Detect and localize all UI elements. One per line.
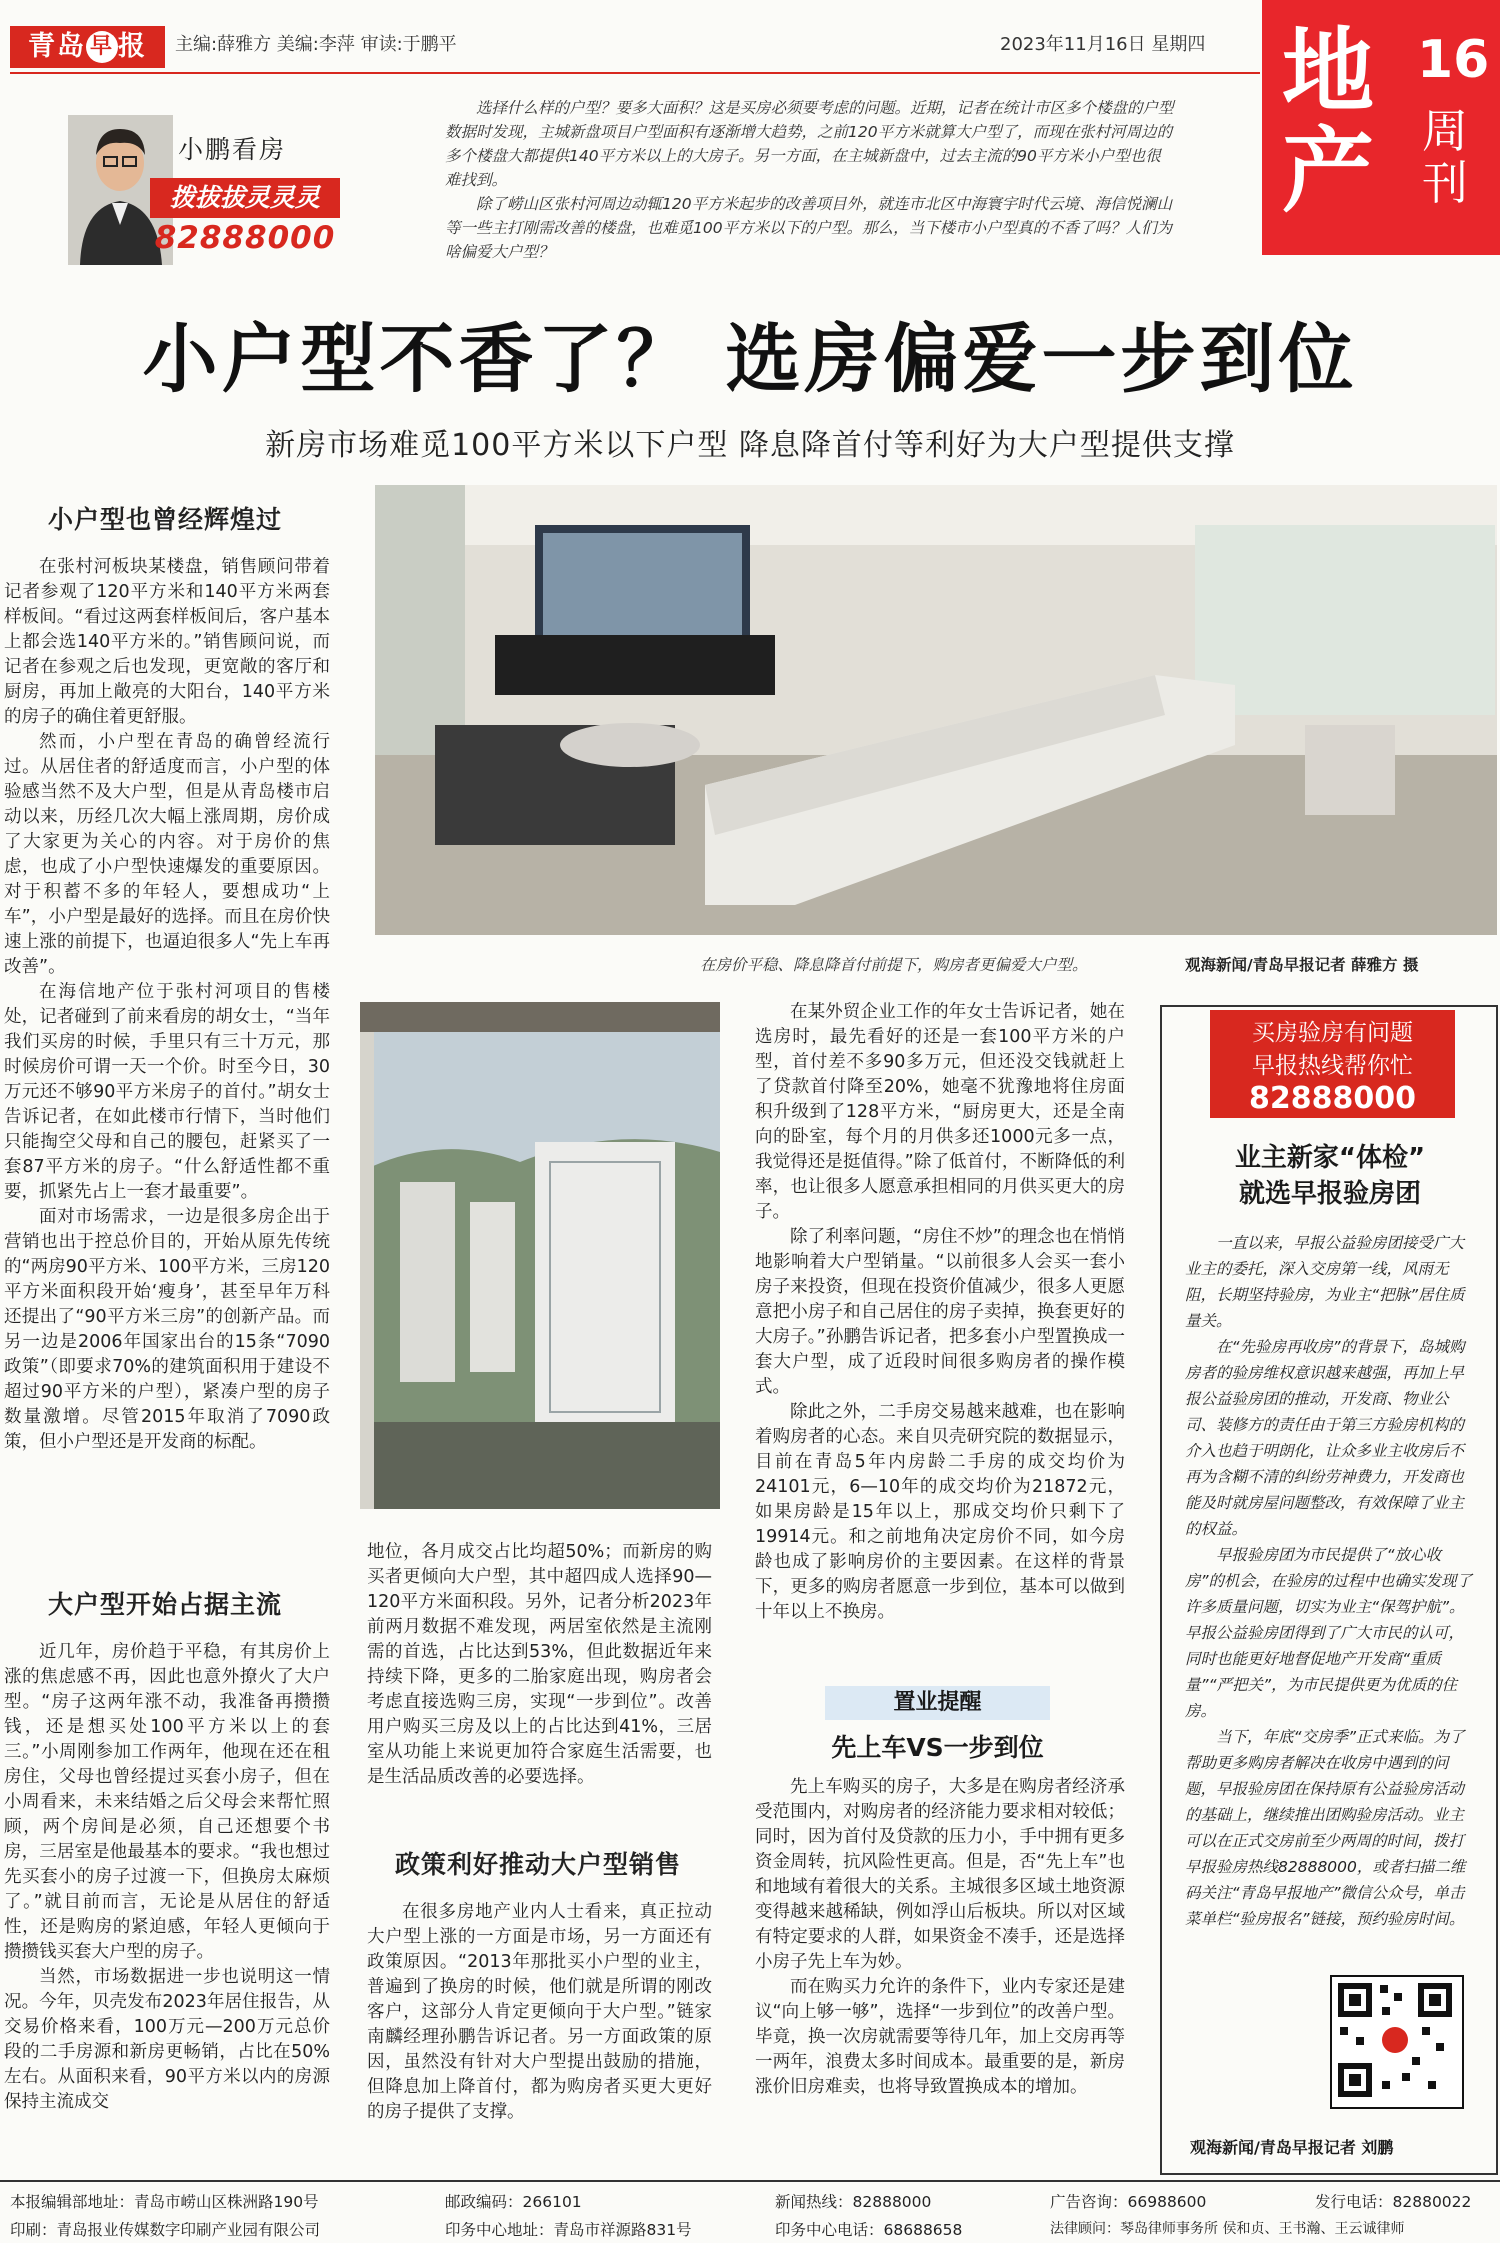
footer-postcode: 邮政编码：266101: [445, 2193, 582, 2211]
box-title: [1170, 1140, 1490, 1212]
page-number: 16: [1417, 30, 1490, 90]
hotline-banner: [1210, 1010, 1455, 1118]
paragraph: 一直以来，早报公益验房团接受广大业主的委托，深入交房第一线，风雨无阻，长期坚持验房，为业主“把脉”居住质量关。: [1185, 1234, 1465, 1330]
editors-line: 主编:薛雅方 美编:李萍 审读:于鹏平: [175, 34, 457, 55]
qr-code-icon: [1332, 1977, 1458, 2103]
paragraph: 面对市场需求，一边是很多房企出于营销也出于控总价目的，开始从原先传统的“两房90平方米、100平方米，三房120平方米面积段开始‘瘦身’，甚至早年万科还提出了“90平方米三房”的创新产品。而另一边是2006年国家出台的15条“7090政策”（即要求70%的建筑面积用于建设不超过90平方米的户型），紧凑户型的房子数量激增。尽管2015年取消了7090政策，但小户型还是开发商的标配。: [4, 1207, 330, 1452]
paragraph: 在“先验房再收房”的背景下，岛城购房者的验房维权意识越来越强，再加上早报公益验房团的推动，开发商、物业公司、装修方的责任由于第三方验房机构的介入也趋于明朗化，让众多业主收房后不再为含糊不清的纠纷劳神费力，开发商也能及时就房屋问题整改，有效保障了业主的权益。: [1185, 1338, 1465, 1538]
intro-paragraph: 除了崂山区张村河周边动辄120平方米起步的改善项目外，就连市北区中海寰宇时代云境、海信悦澜山等一些主打刚需改善的楼盘，也难觅100平方米以下的户型。那么，当下楼市小户型真的不香了吗？人们为啥偏爱大户型？: [445, 195, 1173, 261]
section-title: 小户型也曾经辉煌过: [48, 505, 283, 534]
intro-paragraph: 选择什么样的户型？要多大面积？这是买房必须要考虑的问题。近期，记者在统计市区多个楼盘的户型数据时发现，主城新盘项目户型面积有逐渐增大趋势，之前120平方米就算大户型了，而现在张村河周边的多个楼盘大都提供140平方米以上的大房子。另一方面，在主城新盘中，过去主流的90平方米小户型也很难找到。: [445, 99, 1174, 189]
intro-paragraphs: [445, 96, 1175, 264]
issue-date: 2023年11月16日 星期四: [1000, 34, 1206, 55]
article-column-1a: [4, 555, 330, 1455]
paragraph: 而在购买力允许的条件下，业内专家还是建议“向上够一够”，选择“一步到位”的改善户型。毕竟，换一次房就需要等待几年，加上交房再等一两年，浪费太多时间成本。最重要的是，新房涨价旧房难卖，也将导致置换成本的增加。: [755, 1977, 1125, 2097]
box-credit: 观海新闻/青岛早报记者 刘鹏: [1190, 2138, 1394, 2157]
paragraph: 除了利率问题，“房住不炒”的理念也在悄悄地影响着大户型销量。“以前很多人会买一套小房子来投资，但现在投资价值减少，很多人更愿意把小房子和自己居住的房子卖掉，换套更好的大房子。”孙鹏告诉记者，把多套小户型置换成一套大户型，成了近段时间很多购房者的操作模式。: [755, 1227, 1125, 1397]
logo-suffix: 报: [118, 31, 147, 62]
logo-badge: 早: [86, 31, 118, 63]
banner-line: 早报热线帮你忙: [1252, 1053, 1413, 1079]
paragraph: 除此之外，二手房交易越来越难，也在影响着购房者的心态。来自贝壳研究院的数据显示，目前在青岛5年内房龄二手房的成交均价为24101元，6—10年的成交均价为21872元，如果房龄是15年以上，那成交均价只剩下了19914元。和之前地角决定房价不同，如今房龄也成了影响房价的主要因素。在这样的背景下，更多的购房者愿意一步到位，基本可以做到十年以上不换房。: [755, 1402, 1125, 1622]
section-title: 政策利好推动大户型销售: [395, 1850, 682, 1879]
paragraph: 在张村河板块某楼盘，销售顾问带着记者参观了120平方米和140平方米两套样板间。“看过这两套样板间后，客户基本上都会选140平方米的。”销售顾问说，而记者在参观之后也发现，更宽敞的客厅和厨房，再加上敞亮的大阳台，140平方米的房子的确住着更舒服。: [4, 557, 330, 727]
footer-news-hotline: 新闻热线：82888000: [775, 2193, 932, 2211]
section-name: 地产: [1282, 18, 1371, 225]
paragraph: 先上车购买的房子，大多是在购房者经济承受范围内，对购房者的经济能力要求相对较低；同时，因为首付及贷款的压力小，手中拥有更多资金周转，抗风险性更高。但是，否“先上车”也和地域有着很大的关系。主城很多区域土地资源变得越来越稀缺，例如浮山后板块。所以对区域有特定要求的人群，如果资金不凑手，还是选择小房子先上车为妙。: [755, 1777, 1125, 1972]
box-body: [1185, 1230, 1475, 1932]
apartment-towers-photo: [360, 1002, 720, 1509]
subheadline: 新房市场难觅100平方米以下户型 降息降首付等利好为大户型提供支撑: [265, 428, 1235, 463]
hotline-number: 82888000: [154, 220, 336, 256]
paragraph: 当然，市场数据进一步也说明这一情况。今年，贝壳发布2023年居住报告，从交易价格来看，100万元—200万元总价段的二手房源和新房更畅销，占比在50%左右。从面积来看，90平方米以内的房源保持主流成交: [4, 1967, 330, 2112]
headline: 小户型不香了？ 选房偏爱一步到位: [142, 315, 1358, 403]
section-subtitle: 周刊: [1422, 104, 1468, 210]
qr-code[interactable]: [1330, 1975, 1464, 2109]
logo-text: 青岛: [28, 31, 86, 62]
article-column-3a: [755, 1000, 1125, 1625]
living-room-illustration: [375, 485, 1497, 935]
footer-print-address: 印务中心地址：青岛市祥源路831号: [445, 2221, 692, 2239]
article-column-2a: [367, 1540, 712, 1790]
masthead-rule: [10, 72, 1260, 74]
hotline-label: 拨拔拔灵灵灵: [150, 178, 340, 218]
paragraph: 地位，各月成交占比均超50%；而新房的购买者更倾向大户型，其中超四成人选择90—120平方米面积段。另外，记者分析2023年前两月数据不难发现，两居室依然是主流刚需的首选，占比达到53%，但此数据近年来持续下降，更多的二胎家庭出现，购房者会考虑直接选购三房，实现“一步到位”。改善用户购买三房及以上的占比达到41%，三居室从功能上来说更加符合家庭生活需要，也是生活品质改善的必要选择。: [367, 1542, 712, 1787]
footer-distribution: 发行电话：82880022: [1315, 2193, 1472, 2211]
footer-address: 本报编辑部地址：青岛市崂山区株洲路190号: [10, 2193, 319, 2211]
paragraph: 早报验房团为市民提供了“放心收房”的机会，在验房的过程中也确实发现了许多质量问题，切实为业主“保驾护航”。早报公益验房团得到了广大市民的认可，同时也能更好地督促地产开发商“重质量”“严把关”，为市民提供更为优质的住房。: [1185, 1546, 1473, 1720]
columnist-name: 小鹏看房: [178, 135, 287, 164]
photo-credit: 观海新闻/青岛早报记者 薛雅方 摄: [1185, 956, 1419, 974]
footer-printer: 印刷：青岛报业传媒数字印刷产业园有限公司: [10, 2221, 321, 2239]
article-column-3b: [755, 1775, 1125, 2100]
footer-ad-contact: 广告咨询：66988600: [1050, 2193, 1207, 2211]
footer-rule: [0, 2180, 1500, 2182]
section-title: 大户型开始占据主流: [48, 1590, 283, 1619]
paragraph: 在某外贸企业工作的年女士告诉记者，她在选房时，最先看好的还是一套100平方米的户型，首付差不多90多万元，但还没交钱就赶上了贷款首付降至20%，她毫不犹豫地将住房面积升级到了128平方米，“厨房更大，还是全南向的卧室，每个月的月供多还1000元多一点，我觉得还是挺值得。”除了低首付，不断降低的利率，也让很多人愿意承担相同的月供买更大的房子。: [755, 1002, 1125, 1222]
paragraph: 在海信地产位于张村河项目的售楼处，记者碰到了前来看房的胡女士，“当年我们买房的时候，手里只有三十万元，那时候房价可谓一天一个价。时至今日，30万元还不够90平方米房子的首付。”胡女士告诉记者，在如此楼市行情下，当时他们只能掏空父母和自己的腰包，赶紧买了一套87平方米的房子。“什么舒适性都不重要，抓紧先占上一套才最重要”。: [4, 982, 330, 1202]
box-title-line: 业主新家“体检”: [1234, 1143, 1426, 1173]
footer-legal: 法律顾问：琴岛律师事务所 侯和贞、王书瀚、王云诚律师: [1050, 2221, 1405, 2237]
newspaper-logo: [10, 26, 165, 68]
article-column-2b: [367, 1900, 712, 2125]
paragraph: 然而，小户型在青岛的确曾经流行过。从居住者的舒适度而言，小户型的体验感当然不及大户型，但是从青岛楼市启动以来，历经几次大幅上涨周期，房价成了大家更为关心的内容。对于房价的焦虑，也成了小户型快速爆发的重要原因。对于积蓄不多的年轻人，要想成功“上车”，小户型是最好的选择。而且在房价快速上涨的前提下，也逼迫很多人“先上车再改善”。: [4, 732, 330, 977]
footer-print-phone: 印务中心电话：68688658: [775, 2221, 963, 2239]
tip-title: 先上车VS一步到位: [831, 1733, 1044, 1762]
paragraph: 在很多房地产业内人士看来，真正拉动大户型上涨的一方面是市场，另一方面还有政策原因。“2013年那批买小户型的业主，普遍到了换房的时候，他们就是所谓的刚改客户，这部分人肯定更倾向于大户型。”链家南麟经理孙鹏告诉记者。另一方面政策的原因，虽然没有针对大户型提出鼓励的措施，但降息加上降首付，都为购房者买更大更好的房子提供了支撑。: [367, 1902, 712, 2122]
box-title-line: 就选早报验房团: [1238, 1179, 1421, 1209]
banner-number: 82888000: [1249, 1081, 1416, 1116]
living-room-photo: [375, 485, 1497, 935]
section-banner: [1262, 0, 1500, 255]
towers-illustration: [360, 1002, 720, 1509]
tip-label: 置业提醒: [825, 1686, 1050, 1720]
banner-line: 买房验房有问题: [1252, 1020, 1413, 1046]
paragraph: 当下，年底“交房季”正式来临。为了帮助更多购房者解决在收房中遇到的问题，早报验房团在保持原有公益验房活动的基础上，继续推出团购验房活动。业主可以在正式交房前至少两周的时间，拨打早报验房热线82888000，或者扫描二维码关注“青岛早报地产”微信公众号，单击菜单栏“验房报名”链接，预约验房时间。: [1185, 1728, 1466, 1928]
article-column-1b: [4, 1640, 330, 2115]
photo-caption: 在房价平稳、降息降首付前提下，购房者更偏爱大户型。: [700, 956, 1088, 974]
paragraph: 近几年，房价趋于平稳，有其房价上涨的焦虑感不再，因此也意外撩火了大户型。“房子这两年涨不动，我准备再攒攒钱，还是想买处100平方米以上的套三。”小周刚参加工作两年，他现在还在租房住，父母也曾经提过买套小房子，但在小周看来，未来结婚之后父母会来帮忙照顾，两个房间是必须，自己还想要个书房，三居室是他最基本的要求。“我也想过先买套小的房子过渡一下，但换房太麻烦了。”就目前而言，无论是从居住的舒适性，还是购房的紧迫感，年轻人更倾向于攒攒钱买套大户型的房子。: [4, 1642, 330, 1962]
